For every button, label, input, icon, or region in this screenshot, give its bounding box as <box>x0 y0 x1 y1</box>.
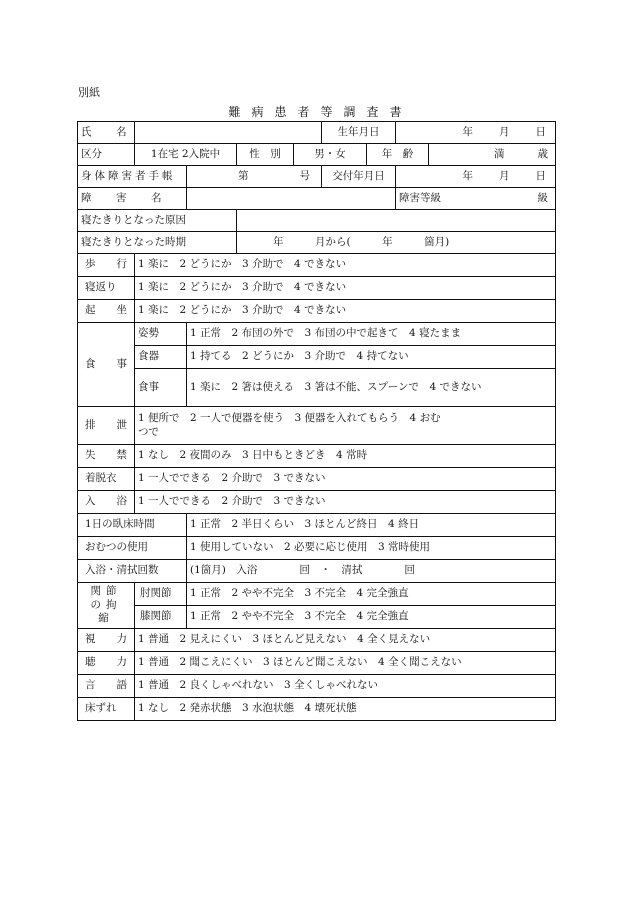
sitting-up-options: 1 楽に 2 どうにか 3 介助で 4 できない <box>135 300 556 323</box>
disability-grade-cell <box>396 188 556 210</box>
row-excretion <box>78 407 556 445</box>
row-vision <box>78 629 556 652</box>
knee-joint-options: 1 正常 2 やや不完全 3 不完全 4 完全強直 <box>187 606 556 629</box>
birth-year-unit: 年 <box>462 125 474 138</box>
row-dressing <box>78 468 556 491</box>
meal-utensils-options: 1 持てる 2 どうにか 3 介助で 4 持てない <box>187 346 556 369</box>
meal-eating-options: 1 楽に 2 箸は使える 3 箸は不能、スプーンで 4 できない <box>187 369 556 407</box>
knee-joint-label: 膝関節 <box>135 606 187 629</box>
birthdate-field <box>396 122 556 144</box>
meal-posture-options: 1 正常 2 布団の外で 3 布団の中で起きて 4 寝たまま <box>187 323 556 346</box>
sex-label: 性 別 <box>237 144 294 166</box>
disability-grade-label: 障害等級 <box>399 191 442 204</box>
issue-year-unit: 年 <box>462 169 474 182</box>
certificate-number-prefix: 第 <box>238 169 249 182</box>
bathing-label: 入 浴 <box>78 491 135 514</box>
age-field <box>429 144 556 166</box>
row-speech <box>78 675 556 698</box>
rolling-over-label: 寝返り <box>78 277 135 300</box>
disability-name-label: 障 害 名 <box>78 188 187 210</box>
name-label: 氏 名 <box>78 122 135 144</box>
document-title: 難病患者等調査書 <box>228 105 413 119</box>
bedsore-options: 1 なし 2 発赤状態 3 水泡状態 4 壊死状態 <box>135 698 556 721</box>
meal-posture-label: 姿勢 <box>135 323 187 346</box>
joint-contracture-label: 関節の拘縮 <box>78 583 135 629</box>
hearing-options: 1 普通 2 聞こえにくい 3 ほとんど聞こえない 4 全く聞こえない <box>135 652 556 675</box>
row-bedsore <box>78 698 556 721</box>
row-joint-elbow <box>78 583 556 606</box>
speech-options: 1 普通 2 良くしゃべれない 3 全くしゃべれない <box>135 675 556 698</box>
bath-count-label: 入浴・清拭回数 <box>78 560 187 583</box>
birth-month-unit: 月 <box>499 125 510 138</box>
issue-month-unit: 月 <box>499 169 510 182</box>
row-bath-count <box>78 560 556 583</box>
hearing-label: 聴 力 <box>78 652 135 675</box>
bed-time-label: 1日の臥床時間 <box>78 514 187 537</box>
disability-grade-unit: 級 <box>537 191 549 204</box>
row-walking <box>78 254 556 277</box>
issue-date-label: 交付年月日 <box>322 166 396 188</box>
bedridden-period-label: 寝たきりとなった時期 <box>78 232 237 254</box>
bed-time-options: 1 正常 2 半日くらい 3 ほとんど終日 4 終日 <box>187 514 556 537</box>
row-class <box>78 144 556 166</box>
row-disability <box>78 188 556 210</box>
row-bedridden-cause <box>78 210 556 232</box>
row-name <box>78 122 556 144</box>
row-rolling-over <box>78 277 556 300</box>
age-unit: 歳 <box>537 147 549 160</box>
row-hearing <box>78 652 556 675</box>
walking-label: 歩 行 <box>78 254 135 277</box>
elbow-joint-label: 肘関節 <box>135 583 187 606</box>
elbow-joint-options: 1 正常 2 やや不完全 3 不完全 4 完全強直 <box>187 583 556 606</box>
birth-day-unit: 日 <box>535 125 547 138</box>
row-meal-eating <box>78 369 556 407</box>
vision-options: 1 普通 2 見えにくい 3 ほとんど見えない 4 全く見えない <box>135 629 556 652</box>
row-sitting-up <box>78 300 556 323</box>
attachment-label: 別紙 <box>78 86 100 99</box>
incontinence-options: 1 なし 2 夜間のみ 3 日中もときどき 4 常時 <box>135 445 556 468</box>
bath-count-options: (1箇月) 入浴 回 ・ 清拭 回 <box>187 560 556 583</box>
diaper-use-label: おむつの使用 <box>78 537 187 560</box>
row-joint-knee <box>78 606 556 629</box>
certificate-number-field <box>187 166 322 188</box>
dressing-label: 着脱衣 <box>78 468 135 491</box>
sitting-up-label: 起 坐 <box>78 300 135 323</box>
class-label: 区分 <box>78 144 135 166</box>
bedridden-cause-field <box>237 210 556 232</box>
bedridden-cause-label: 寝たきりとなった原因 <box>78 210 237 232</box>
speech-label: 言 語 <box>78 675 135 698</box>
row-meal-posture <box>78 323 556 346</box>
excretion-label: 排 泄 <box>78 407 135 445</box>
age-full-unit: 満 <box>494 147 505 160</box>
certificate-number-suffix: 号 <box>299 169 311 182</box>
age-label: 年 齢 <box>367 144 429 166</box>
rolling-over-options: 1 楽に 2 どうにか 3 介助で 4 できない <box>135 277 556 300</box>
row-incontinence <box>78 445 556 468</box>
diaper-use-options: 1 使用していない 2 必要に応じ使用 3 常時使用 <box>187 537 556 560</box>
incontinence-label: 失 禁 <box>78 445 135 468</box>
survey-form-table <box>77 121 556 721</box>
dressing-options: 1 一人でできる 2 介助で 3 できない <box>135 468 556 491</box>
sex-options: 男・女 <box>294 144 367 166</box>
walking-options: 1 楽に 2 どうにか 3 介助で 4 できない <box>135 254 556 277</box>
row-meal-utensils <box>78 346 556 369</box>
row-bathing <box>78 491 556 514</box>
issue-date-field <box>396 166 556 188</box>
certificate-label: 身体障害者手帳 <box>78 166 187 188</box>
meal-eating-label: 食事 <box>135 369 187 407</box>
meal-utensils-label: 食器 <box>135 346 187 369</box>
bedridden-period-value: 年 月から( 年 箇月) <box>237 232 556 254</box>
row-certificate <box>78 166 556 188</box>
excretion-options: 1 便所で 2 一人で便器を使う 3 便器を入れてもらう 4 おむつで <box>135 407 556 445</box>
disability-name-field <box>187 188 396 210</box>
meal-label: 食 事 <box>78 323 135 407</box>
bedsore-label: 床ずれ <box>78 698 135 721</box>
row-bed-time <box>78 514 556 537</box>
birthdate-label: 生年月日 <box>322 122 396 144</box>
name-field <box>135 122 322 144</box>
class-options: 1在宅 2入院中 <box>135 144 237 166</box>
row-bedridden-period <box>78 232 556 254</box>
row-diaper-use <box>78 537 556 560</box>
bathing-options: 1 一人でできる 2 介助で 3 できない <box>135 491 556 514</box>
vision-label: 視 力 <box>78 629 135 652</box>
issue-day-unit: 日 <box>535 169 547 182</box>
